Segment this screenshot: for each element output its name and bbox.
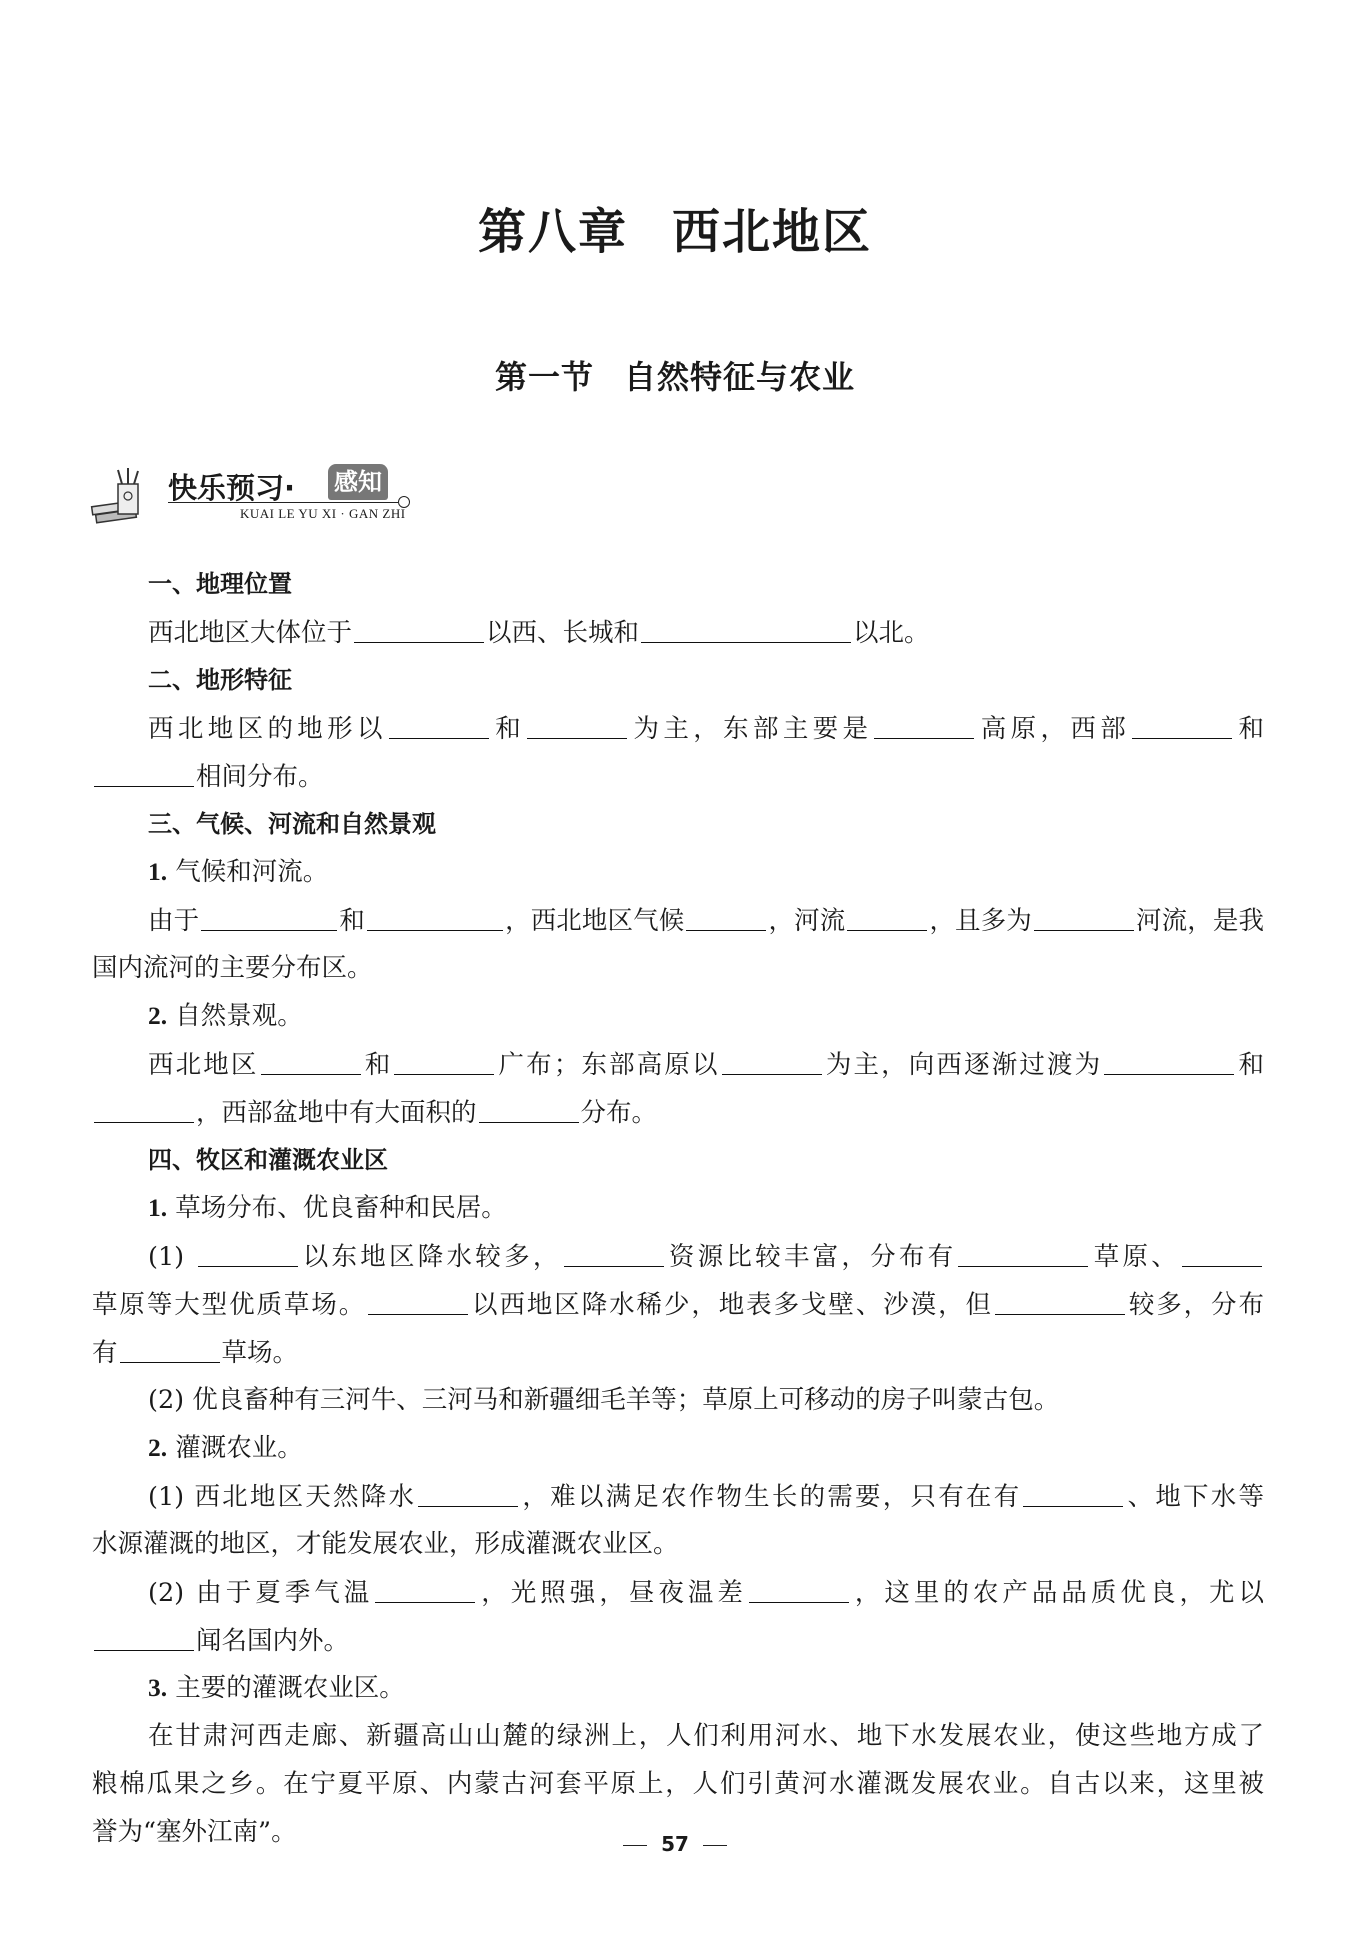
section-heading: 一、地理位置: [148, 570, 292, 598]
sub-heading: 1. 草场分布、优良畜种和民居。: [148, 1193, 507, 1223]
exercise-line: (2) 优良畜种有三河牛、三河马和新疆细毛羊等；草原上可移动的房子叫蒙古包。: [148, 1385, 1060, 1415]
section-title: 第一节 自然特征与农业: [494, 358, 856, 396]
exercise-line: 水源灌溉的地区，才能发展农业，形成灌溉农业区。: [92, 1529, 679, 1559]
answer-blank[interactable]: [201, 896, 337, 931]
section-heading: 二、地形特征: [148, 666, 292, 694]
preview-banner: [88, 462, 418, 532]
answer-blank[interactable]: [479, 1088, 579, 1123]
page-number-dash: [623, 1845, 647, 1846]
answer-blank[interactable]: [1104, 1040, 1234, 1075]
sub-heading: 2. 灌溉农业。: [148, 1433, 303, 1463]
sub-heading: 1. 气候和河流。: [148, 857, 329, 887]
answer-blank[interactable]: [120, 1328, 220, 1363]
exercise-line: (1) 以东地区降水较多， 资源比较丰富，分布有 草原、: [92, 1232, 1264, 1280]
answer-blank[interactable]: [261, 1040, 361, 1075]
exercise-line: 西北地区 和 广布；东部高原以 为主，向西逐渐过渡为 和: [92, 1040, 1264, 1088]
answer-blank[interactable]: [847, 896, 927, 931]
paragraph-line: 在甘肃河西走廊、新疆高山山麓的绿洲上，人们利用河水、地下水发展农业，使这些地方成了: [148, 1721, 1264, 1751]
answer-blank[interactable]: [94, 1616, 194, 1651]
exercise-line: 国内流河的主要分布区。: [92, 953, 373, 983]
answer-blank[interactable]: [389, 704, 489, 739]
chapter-title: 第八章 西北地区: [477, 204, 873, 260]
section-heading: 三、气候、河流和自然景观: [148, 810, 436, 838]
exercise-line: 草原等大型优质草场。 以西地区降水稀少，地表多戈壁、沙漠，但 较多，分布: [92, 1280, 1264, 1328]
exercise-line: 西北地区的地形以 和 为主，东部主要是 高原，西部 和: [92, 704, 1264, 752]
exercise-line: 由于 和 ，西北地区气候 ，河流 ，且多为 河流，是我: [92, 896, 1264, 944]
answer-blank[interactable]: [874, 704, 974, 739]
answer-blank[interactable]: [749, 1568, 849, 1603]
exercise-line: (2) 由于夏季气温 ，光照强，昼夜温差 ，这里的农产品品质优良，尤以: [92, 1568, 1264, 1616]
page-number: 57: [0, 1832, 1350, 1856]
answer-blank[interactable]: [94, 752, 194, 787]
answer-blank[interactable]: [686, 896, 766, 931]
banner-tag: 感知: [328, 464, 388, 500]
answer-blank[interactable]: [1132, 704, 1232, 739]
banner-underline: [168, 502, 398, 503]
answer-blank[interactable]: [94, 1088, 194, 1123]
sub-heading: 3. 主要的灌溉农业区。: [148, 1673, 405, 1703]
sub-heading: 2. 自然景观。: [148, 1001, 303, 1031]
answer-blank[interactable]: [1182, 1232, 1262, 1267]
exercise-line: 有 草场。: [92, 1328, 1264, 1376]
banner-title: 快乐预习·: [168, 471, 296, 505]
answer-blank[interactable]: [958, 1232, 1088, 1267]
answer-blank[interactable]: [418, 1472, 518, 1507]
exercise-line: 西北地区大体位于 以西、长城和 以北。: [92, 608, 1264, 656]
paragraph-line: 誉为“塞外江南”。: [92, 1817, 297, 1847]
exercise-line: 相间分布。: [92, 752, 1264, 800]
answer-blank[interactable]: [722, 1040, 822, 1075]
page-number-dash: [703, 1845, 727, 1846]
paragraph-line: 粮棉瓜果之乡。在宁夏平原、内蒙古河套平原上，人们引黄河水灌溉发展农业。自古以来，这里被: [92, 1769, 1264, 1799]
answer-blank[interactable]: [367, 896, 503, 931]
answer-blank[interactable]: [354, 608, 484, 643]
answer-blank[interactable]: [368, 1280, 468, 1315]
exercise-line: (1) 西北地区天然降水 ，难以满足农作物生长的需要，只有在有 、地下水等: [92, 1472, 1264, 1520]
answer-blank[interactable]: [375, 1568, 475, 1603]
banner-subtitle: KUAI LE YU XI · GAN ZHI: [240, 506, 406, 521]
pencil-books-icon: [88, 466, 160, 526]
answer-blank[interactable]: [394, 1040, 494, 1075]
answer-blank[interactable]: [564, 1232, 664, 1267]
section-heading: 四、牧区和灌溉农业区: [148, 1146, 388, 1174]
exercise-line: 闻名国内外。: [92, 1616, 1264, 1664]
answer-blank[interactable]: [1034, 896, 1134, 931]
answer-blank[interactable]: [198, 1232, 298, 1267]
answer-blank[interactable]: [641, 608, 851, 643]
exercise-line: ，西部盆地中有大面积的 分布。: [92, 1088, 1264, 1136]
answer-blank[interactable]: [1023, 1472, 1123, 1507]
exercise-content: [92, 560, 1264, 1856]
answer-blank[interactable]: [527, 704, 627, 739]
answer-blank[interactable]: [995, 1280, 1125, 1315]
